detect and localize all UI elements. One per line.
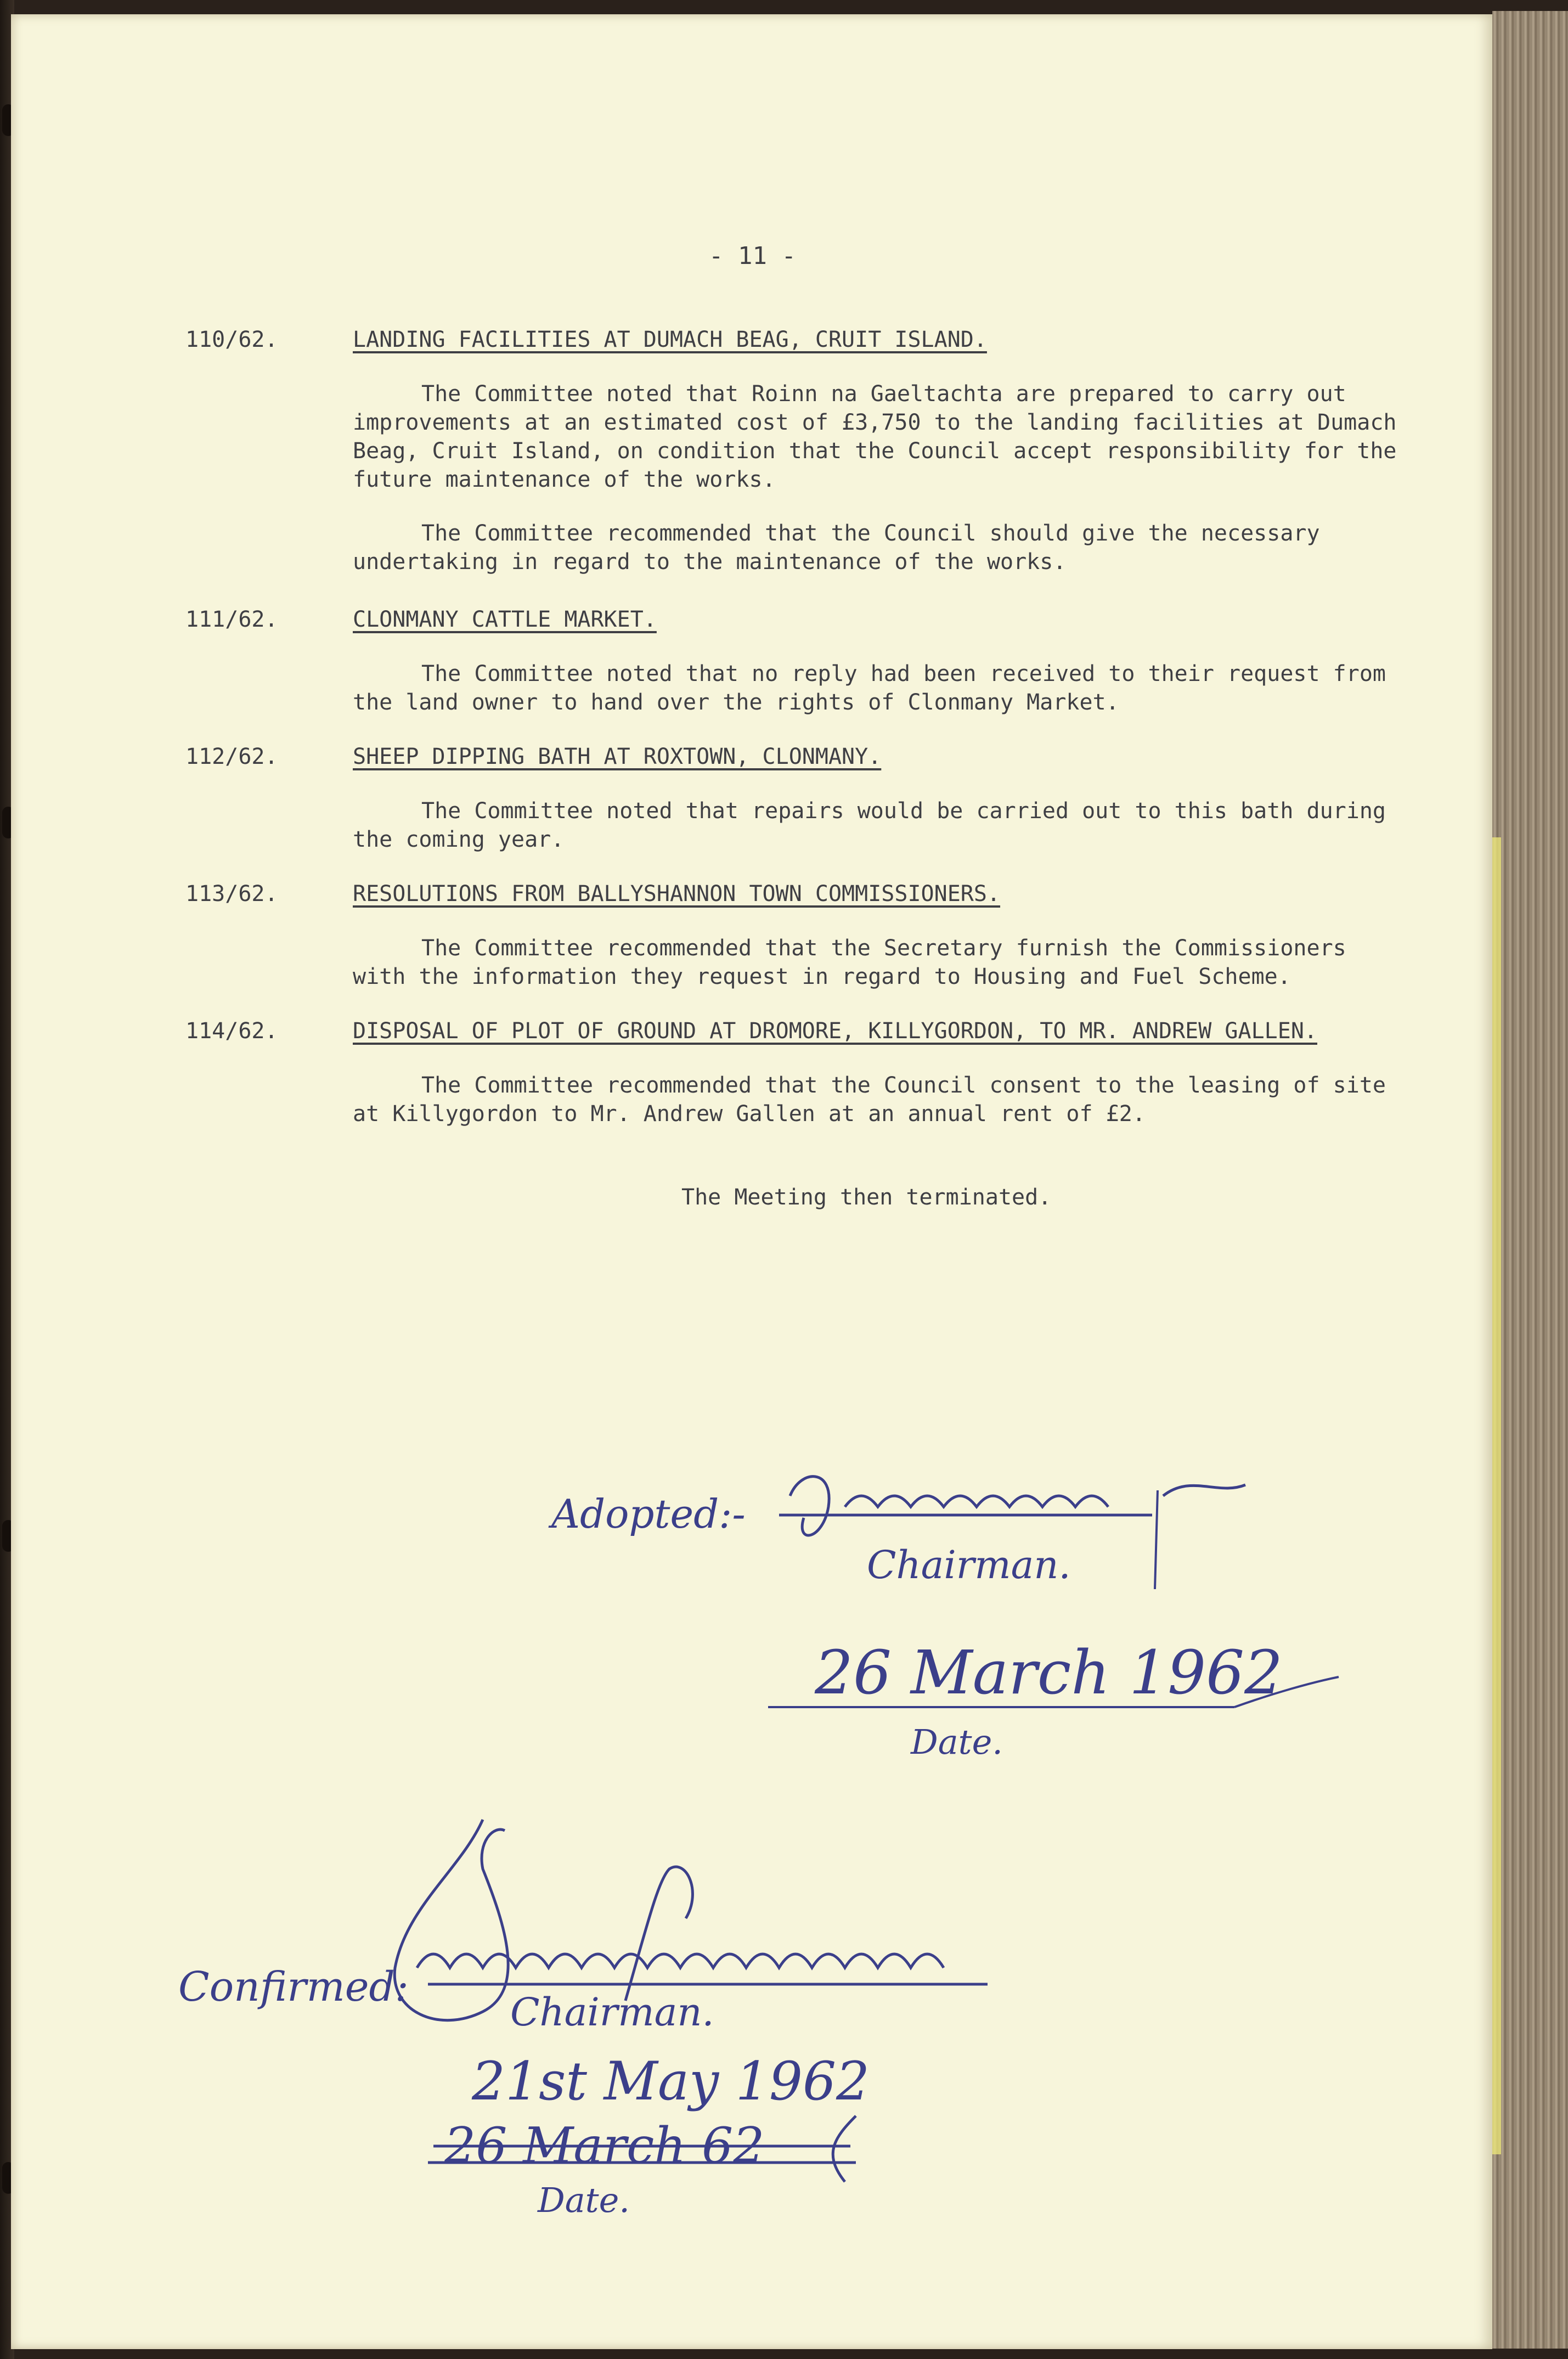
adopted-date: 26 March 1962	[815, 1637, 1283, 1708]
minute-paragraph: The Committee noted that Roinn na Gaeltachta are prepared to carry out improvements at an estimated cost of £3,750 to the landing facilities at Dumach Beag, Cruit Island, on condition that the Council accept responsibility for the future maintenance of the works.	[353, 381, 1397, 492]
page-number: - 11 -	[709, 242, 796, 270]
chairman-signature-2-flourish	[394, 1820, 508, 2020]
minute-heading: RESOLUTIONS FROM BALLYSHANNON TOWN COMMISSIONERS.	[353, 881, 1001, 907]
document-page	[11, 14, 1492, 2349]
minute-ref: 110/62.	[185, 327, 278, 352]
minute-ref: 114/62.	[185, 1018, 278, 1044]
handwritten-signatures	[11, 14, 1492, 2349]
yellow-page-tab	[1492, 837, 1501, 2154]
confirmed-date: 21st May 1962	[472, 2051, 870, 2112]
chairman-label-1: Chairman.	[867, 1542, 1071, 1587]
chairman-signature-1	[779, 1477, 1245, 1535]
confirmed-label: Confirmed:	[178, 1963, 409, 2011]
struck-date: 26 March 62	[444, 2117, 765, 2175]
signature-stroke	[1155, 1490, 1158, 1589]
minute-ref: 112/62.	[185, 744, 278, 769]
date-label-2: Date.	[538, 2180, 630, 2220]
minute-paragraph: The Committee recommended that the Council should give the necessary undertaking in regard to the maintenance of the works.	[353, 521, 1320, 575]
minute-ref: 113/62.	[185, 881, 278, 907]
minute-paragraph: The Committee recommended that the Secretary furnish the Commissioners with the information they request in regard to Housing and Fuel Scheme.	[353, 936, 1346, 989]
minute-paragraph: The Committee recommended that the Council consent to the leasing of site at Killygordon to Mr. Andrew Gallen at an annual rent of £2.	[353, 1073, 1386, 1127]
minute-paragraph: The Committee noted that no reply had been received to their request from the land owner to hand over the rights of Clonmany Market.	[353, 661, 1386, 715]
adopted-label: Adopted:-	[551, 1491, 746, 1537]
minute-heading: CLONMANY CATTLE MARKET.	[353, 607, 657, 632]
minute-paragraph: The Committee noted that repairs would be carried out to this bath during the coming year.	[353, 798, 1386, 852]
minute-heading: DISPOSAL OF PLOT OF GROUND AT DROMORE, KILLYGORDON, TO MR. ANDREW GALLEN.	[353, 1018, 1317, 1044]
date-label-1: Date.	[911, 1722, 1003, 1762]
closing-statement: The Meeting then terminated.	[681, 1185, 1052, 1210]
chairman-signature-2	[417, 1867, 944, 2001]
minute-heading: SHEEP DIPPING BATH AT ROXTOWN, CLONMANY.	[353, 744, 882, 769]
minute-heading: LANDING FACILITIES AT DUMACH BEAG, CRUIT ISLAND.	[353, 327, 987, 352]
minute-ref: 111/62.	[185, 607, 278, 632]
chairman-label-2: Chairman.	[510, 1990, 714, 2035]
book-page-edges	[1492, 11, 1568, 2349]
